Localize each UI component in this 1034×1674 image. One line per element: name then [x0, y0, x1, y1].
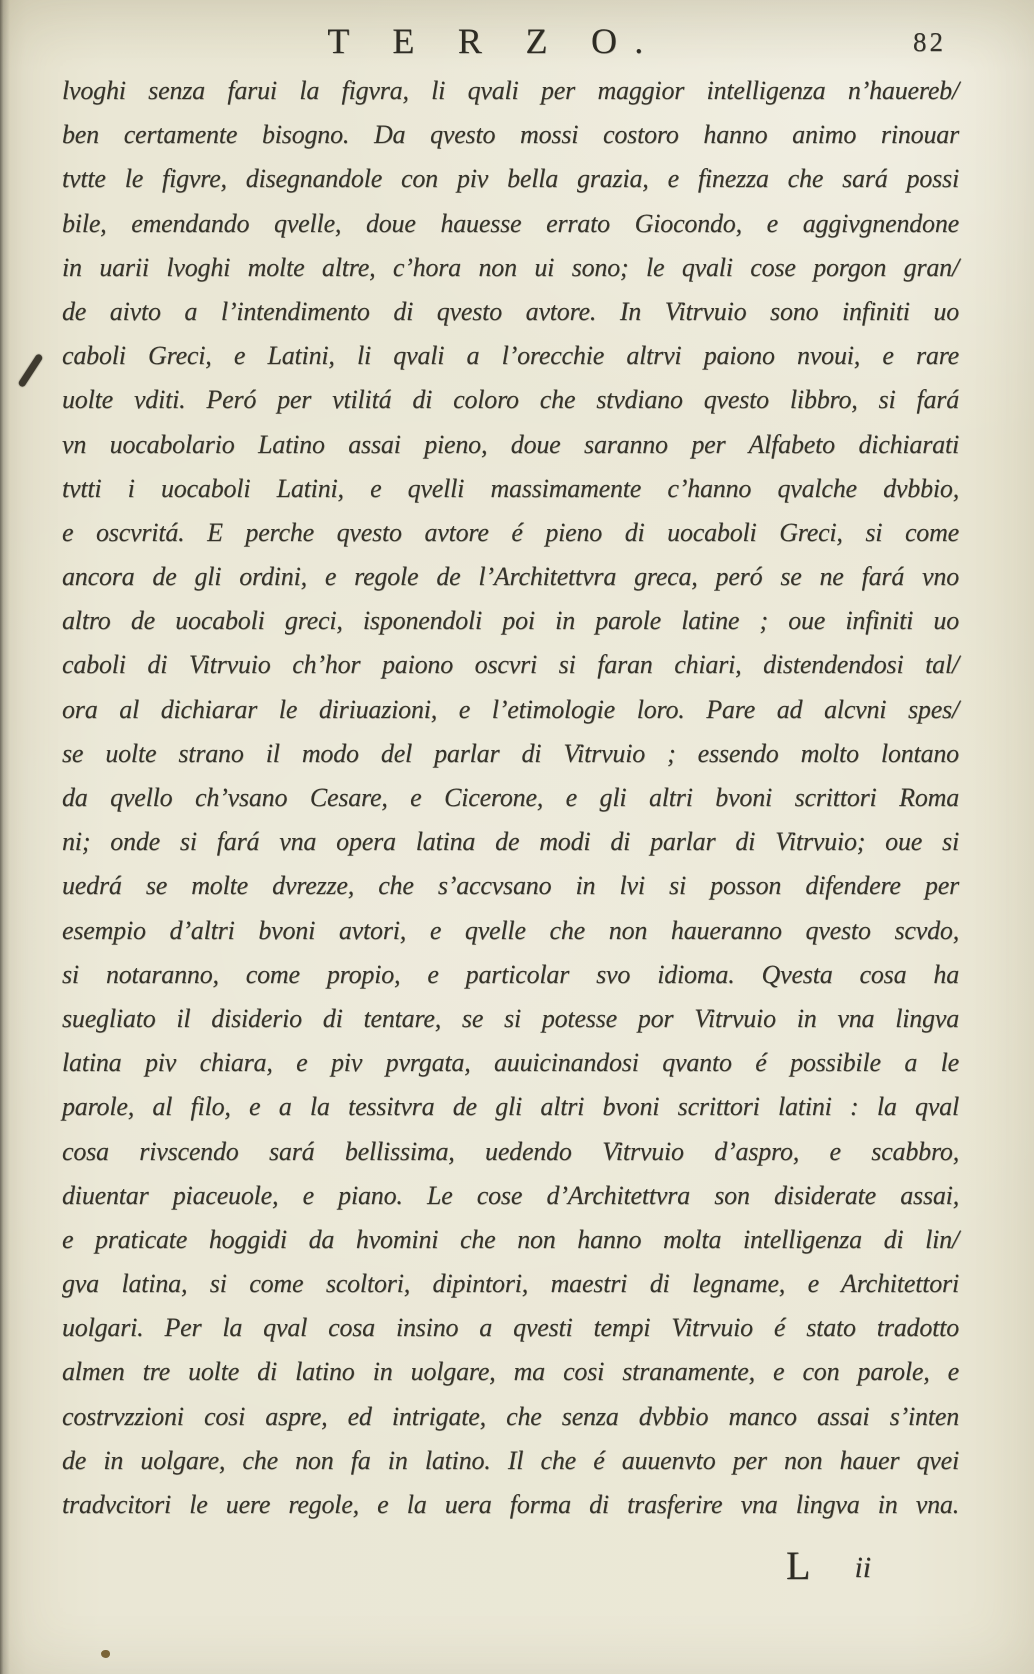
text-line: e praticate hoggidi da hvomini che non hanno molta intelligenza di lin/ [62, 1224, 959, 1254]
text-line: altro de uocaboli greci, isponendoli poi in parole latine ; oue infiniti uo [62, 606, 959, 636]
text-line: in uarii lvoghi molte altre, c’hora non ui sono; le qvali cose porgon gran/ [62, 252, 959, 282]
text-line: cosa rivscendo sará bellissima, uedendo Vitrvuio d’aspro, e scabbro, [62, 1136, 959, 1166]
text-line: de aivto a l’intendimento di qvesto avtore. In Vitrvuio sono infiniti uo [62, 296, 959, 326]
text-line: esempio d’altri bvoni avtori, e qvelle che non haueranno qvesto scvdo, [62, 915, 959, 945]
text-block [62, 69, 959, 1527]
text-line: ni; onde si fará vna opera latina de modi di parlar di Vitrvuio; oue si [62, 827, 959, 857]
margin-slash-mark [17, 353, 43, 388]
text-line: vn uocabolario Latino assai pieno, doue saranno per Alfabeto dichiarati [62, 429, 959, 459]
text-line: caboli di Vitrvuio ch’hor paiono oscvri si faran chiari, distendendosi tal/ [62, 650, 959, 680]
text-line: diuentar piaceuole, e piano. Le cose d’Architettvra son disiderate assai, [62, 1180, 959, 1210]
ink-speck [101, 1650, 110, 1658]
text-line: se uolte strano il modo del parlar di Vitrvuio ; essendo molto lontano [62, 738, 959, 768]
text-line: ben certamente bisogno. Da qvesto mossi costoro hanno animo rinouar [62, 120, 959, 150]
text-line: uolte vditi. Peró per vtilitá di coloro che stvdiano qvesto libbro, si fará [62, 385, 959, 415]
text-line: da qvello ch’vsano Cesare, e Cicerone, e gli altri bvoni scrittori Roma [62, 783, 959, 812]
text-line: lvoghi senza farui la figvra, li qvali per maggior intelligenza n’hauereb/ [62, 76, 959, 105]
text-line: parole, al filo, e a la tessitvra de gli altri bvoni scrittori latini : la qval [62, 1092, 959, 1122]
text-line: latina piv chiara, e piv pvrgata, auuicinandosi qvanto é possibile a le [62, 1048, 959, 1078]
text-line: costrvzzioni cosi aspre, ed intrigate, che senza dvbbio manco assai s’inten [62, 1401, 959, 1431]
text-line: suegliato il disiderio di tentare, se si potesse por Vitrvuio in vna lingva [62, 1003, 959, 1033]
text-line: uolgari. Per la qval cosa insino a qvesti tempi Vitrvuio é stato tradotto [62, 1313, 959, 1343]
text-line: almen tre uolte di latino in uolgare, ma cosi stranamente, e con parole, e [62, 1357, 959, 1387]
text-line: ancora de gli ordini, e regole de l’Architettvra greca, peró se ne fará vno [62, 562, 959, 592]
text-line: tradvcitori le uere regole, e la uera forma di trasferire vna lingva in vna. [62, 1490, 959, 1519]
text-line: tvtti i uocaboli Latini, e qvelli massimamente c’hanno qvalche dvbbio, [62, 473, 959, 503]
page-number: 82 [913, 27, 946, 57]
text-line: gva latina, si come scoltori, dipintori, maestri di legname, e Architettori [62, 1269, 959, 1299]
text-line: tvtte le figvre, disegnandole con piv bella grazia, e finezza che sará possi [62, 164, 959, 194]
text-line: caboli Greci, e Latini, li qvali a l’orecchie altrvi paiono nvoui, e rare [62, 341, 959, 371]
text-line: uedrá se molte dvrezze, che s’accvsano in lvi si posson difendere per [62, 871, 959, 901]
text-line: de in uolgare, che non fa in latino. Il che é auuenvto per non hauer qvei [62, 1445, 959, 1475]
running-head-title: T E R Z O. [327, 21, 661, 61]
text-line: e oscvritá. E perche qvesto avtore é pieno di uocaboli Greci, si come [62, 517, 959, 547]
text-line: si notaranno, come propio, e particolar svo idioma. Qvesta cosa ha [62, 959, 959, 989]
text-line: ora al dichiarar le diriuazioni, e l’etimologie loro. Pare ad alcvni spes/ [62, 694, 959, 724]
signature-letter: L [786, 1543, 811, 1588]
text-line: bile, emendando qvelle, doue hauesse errato Giocondo, e aggivgnendone [62, 208, 959, 238]
signature-numeral: ii [854, 1551, 872, 1584]
gathering-signature [786, 1543, 871, 1591]
page-edge-shadow [0, 0, 10, 1674]
